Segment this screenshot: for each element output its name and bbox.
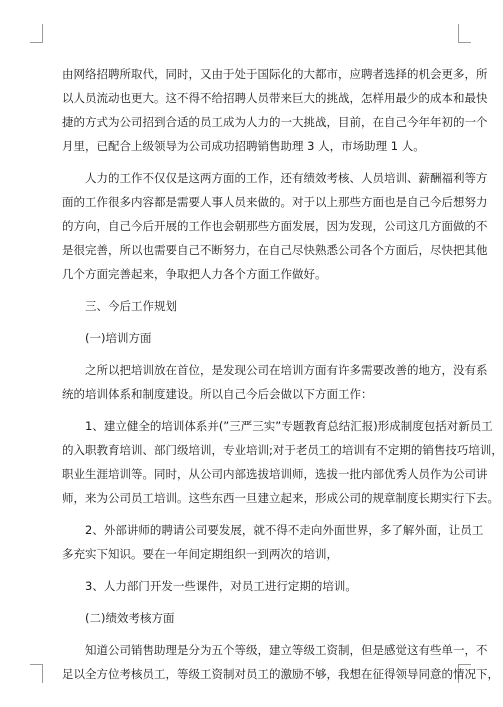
paragraph xyxy=(62,574,438,598)
text-line: 1、建立健全的培训体系并(”三严三实”专题教育总结汇报)形成制度包括对新员工 xyxy=(85,419,493,433)
paragraph-spacing xyxy=(62,286,438,294)
text-line: 3、人力部门开发一些课件，对员工进行定期的培训。 xyxy=(85,579,357,593)
paragraph xyxy=(62,294,438,318)
paragraph xyxy=(62,606,438,630)
paragraph xyxy=(62,62,488,158)
paragraph xyxy=(62,638,499,686)
paragraph xyxy=(62,166,488,286)
text-line: 月里，已配合上级领导为公司成功招聘销售助理 3 人，市场助理 1 人。 xyxy=(62,139,425,153)
text-line: 捷的方式为公司招到合适的员工成为人力的一大挑战，目前，在自己今年年初的一个 xyxy=(62,115,488,129)
text-line: 是很完善，所以也需要自己不断努力，在自己尽快熟悉公司各个方面后，尽快把其他 xyxy=(62,243,488,257)
text-line: 之所以把培训放在首位，是发现公司在培训方面有许多需要改善的地方，没有系 xyxy=(85,363,488,377)
text-line: 2、外部讲师的聘请公司要发展，就不得不走向外面世界，多了解外面，让员工 xyxy=(85,523,484,537)
text-line: 知道公司销售助理是分为五个等级，建立等级工资制，但是感觉这有些单一，不 xyxy=(85,643,488,657)
paragraph-spacing xyxy=(62,406,438,414)
paragraph-spacing xyxy=(62,630,438,638)
crop-mark-top-right xyxy=(458,24,471,43)
paragraph xyxy=(62,358,488,406)
text-line: 面的工作很多内容都是需要人事人员来做的。对于以上那些方面也是自己今后想努力 xyxy=(62,195,488,209)
paragraph-spacing xyxy=(62,598,438,606)
text-line: 统的培训体系和制度建设。所以自己今后会做以下方面工作： xyxy=(62,387,373,401)
text-line: 人力的工作不仅仅是这两方面的工作，还有绩效考核、人员培训、薪酬福利等方 xyxy=(85,171,488,185)
paragraph xyxy=(62,326,438,350)
paragraph xyxy=(62,414,503,510)
crop-mark-top-left xyxy=(30,24,43,43)
paragraph-spacing xyxy=(62,566,438,574)
text-line: 以人员流动也更大。这不得不给招聘人员带来巨大的挑战，怎样用最少的成本和最快 xyxy=(62,91,488,105)
text-line: 几个方面完善起来，争取把人力各个方面工作做好。 xyxy=(62,267,327,281)
text-line: 的入职教育培训、部门级培训，专业培训;对于老员工的培训有不定期的销售技巧培训， xyxy=(62,443,503,457)
text-line: 多充实下知识。要在一年间定期组织一到两次的培训， xyxy=(62,547,338,561)
paragraph-spacing xyxy=(62,350,438,358)
paragraph-spacing xyxy=(62,318,438,326)
text-line: 足以全方位考核员工，等级工资制对员工的激励不够，我想在征得领导同意的情况下， xyxy=(62,667,499,681)
paragraph-spacing xyxy=(62,158,438,166)
text-line: 职业生涯培训等。同时，从公司内部选拔培训师，选拔一批内部优秀人员作为公司讲 xyxy=(62,467,488,481)
paragraph-spacing xyxy=(62,510,438,518)
text-line: 三、今后工作规划 xyxy=(85,299,177,313)
text-line: 由网络招聘所取代，同时，又由于处于国际化的大都市，应聘者选择的机会更多，所 xyxy=(62,67,488,81)
text-line: (二)绩效考核方面 xyxy=(85,611,175,625)
text-line: 师，来为公司员工培训。这些东西一旦建立起来，形成公司的规章制度长期实行下去。 xyxy=(62,491,499,505)
document-body xyxy=(62,62,503,686)
paragraph xyxy=(62,518,484,566)
text-line: 的方向，自己今后开展的工作也会朝那些方面发展，因为发现，公司这几方面做的不 xyxy=(62,219,488,233)
text-line: (一)培训方面 xyxy=(85,331,152,345)
crop-mark-bottom-left xyxy=(30,664,43,683)
